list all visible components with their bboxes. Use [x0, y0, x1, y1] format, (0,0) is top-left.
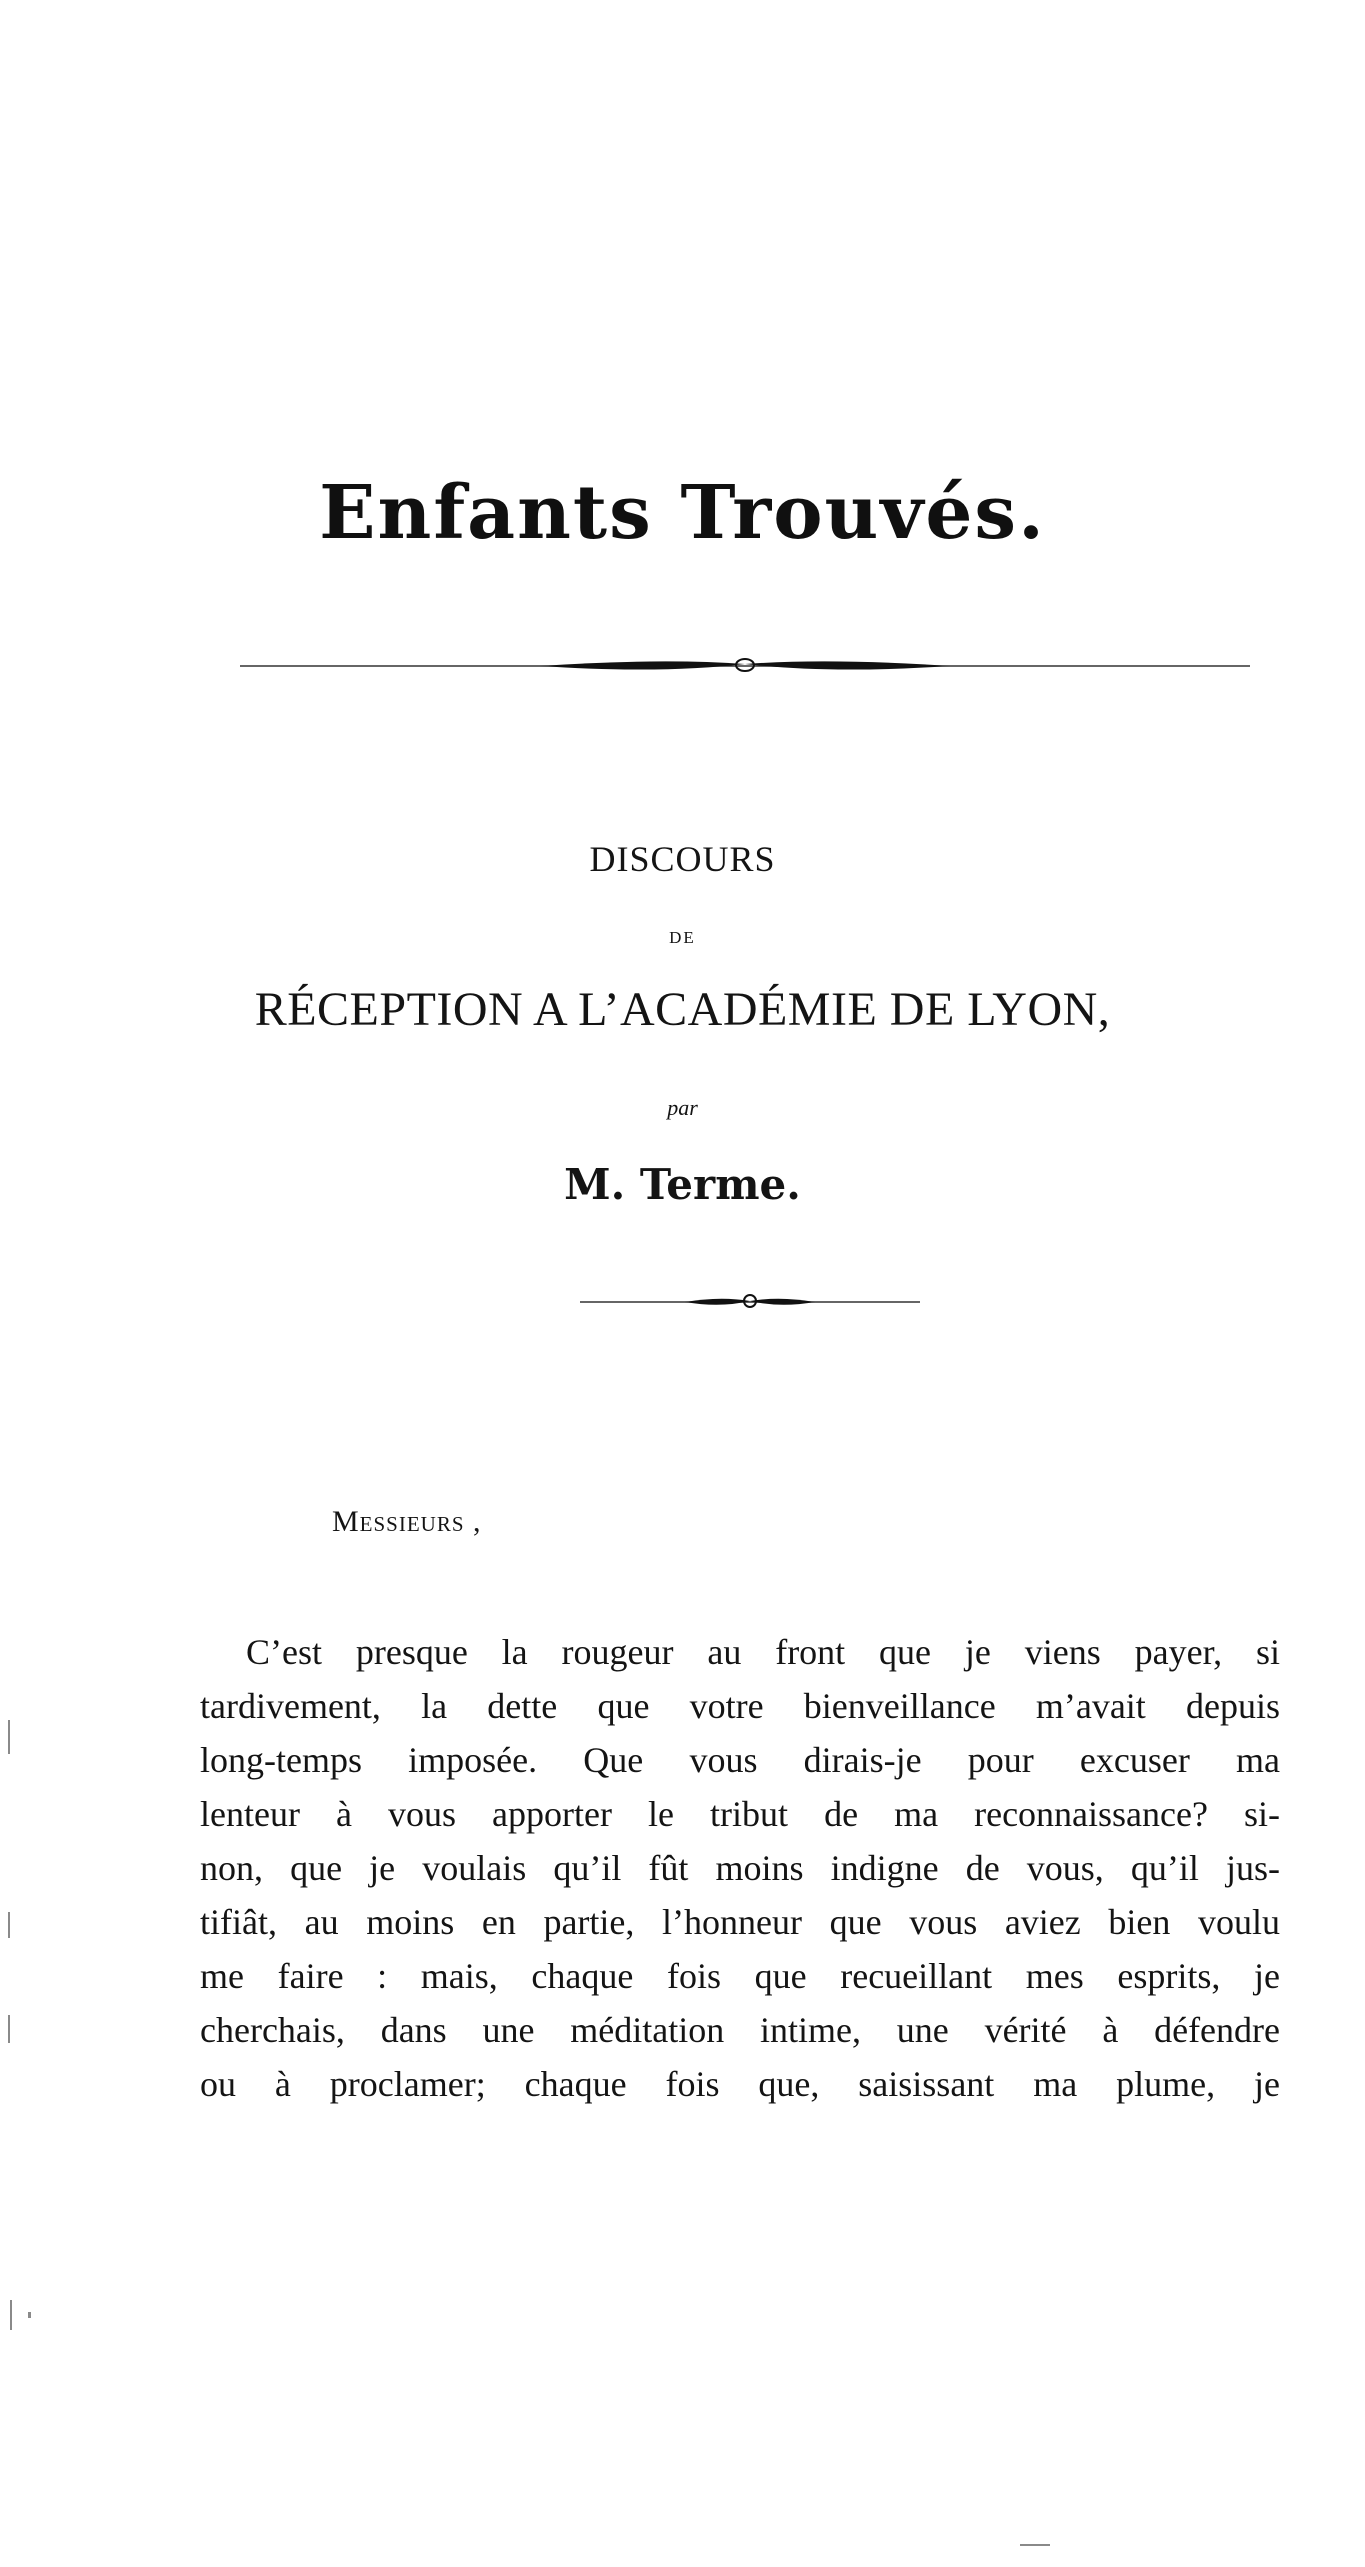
heading-de: DE	[669, 928, 696, 947]
page-title: Enfants Trouvés.	[319, 470, 1046, 556]
body-line: cherchais, dans une méditation intime, une vérité à défendre	[200, 2010, 1280, 2050]
body-line: tardivement, la dette que votre bienveillance m’avait depuis	[200, 1686, 1280, 1726]
author-name: M. Terme.	[564, 1160, 801, 1209]
body-paragraph	[200, 1625, 1280, 2111]
body-line: tifiât, au moins en partie, l’honneur que vous aviez bien voulu	[200, 1902, 1280, 1942]
ornamental-rule-large	[240, 652, 1250, 680]
salutation: Messieurs ,	[332, 1505, 482, 1538]
heading-par: par	[667, 1095, 698, 1120]
heading-reception: RÉCEPTION A L’ACADÉMIE DE LYON,	[254, 983, 1111, 1036]
ornamental-rule-small	[580, 1290, 920, 1314]
body-line: long-temps imposée. Que vous dirais-je pour excuser ma	[200, 1740, 1280, 1780]
heading-discours: DISCOURS	[589, 839, 776, 879]
body-line: lenteur à vous apporter le tribut de ma reconnaissance? si-	[200, 1794, 1280, 1834]
body-line: me faire : mais, chaque fois que recueillant mes esprits, je	[200, 1956, 1280, 1996]
body-line: non, que je voulais qu’il fût moins indigne de vous, qu’il jus-	[200, 1848, 1280, 1888]
body-line: C’est presque la rougeur au front que je viens payer, si	[246, 1632, 1280, 1672]
body-line: ou à proclamer; chaque fois que, saisissant ma plume, je	[200, 2064, 1280, 2104]
